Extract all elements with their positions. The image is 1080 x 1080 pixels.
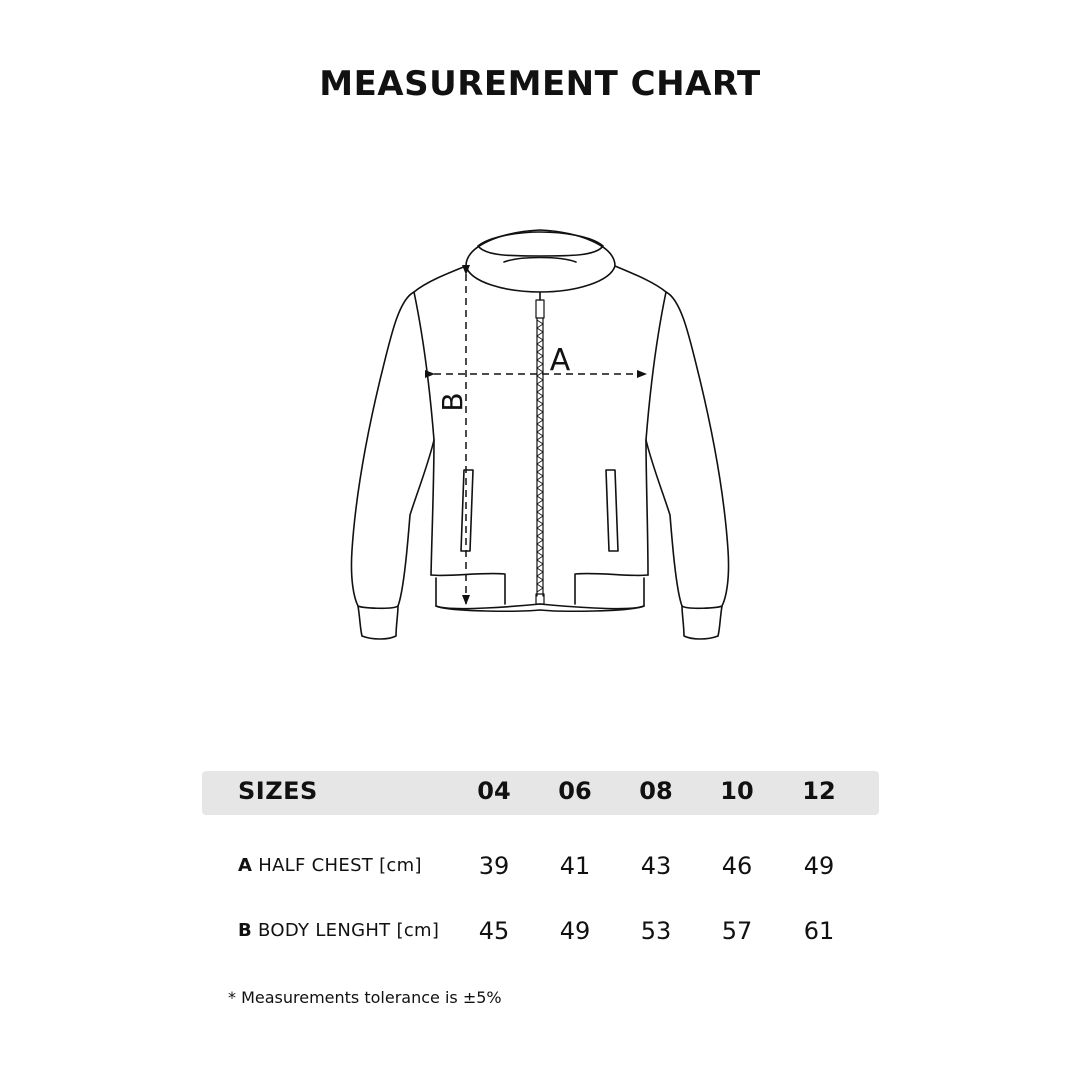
table-cell: 49 — [803, 852, 835, 880]
table-cell: 41 — [559, 852, 591, 880]
row-key-a: A — [238, 855, 253, 876]
label-b: B — [436, 392, 469, 412]
body-left-outline — [414, 266, 466, 575]
table-cell: 39 — [478, 852, 510, 880]
table-cell: 46 — [721, 852, 753, 880]
row-body-length-label — [238, 920, 439, 941]
size-12: 12 — [802, 777, 836, 805]
table-header — [202, 771, 879, 815]
page-title: MEASUREMENT CHART — [319, 64, 761, 104]
right-sleeve — [646, 292, 729, 608]
body-right-outline — [615, 266, 666, 575]
row-label-text: HALF CHEST [cm] — [258, 855, 422, 876]
right-pocket — [606, 470, 618, 551]
table-cell: 45 — [478, 917, 510, 945]
table-cell: 49 — [559, 917, 591, 945]
row-label-text: BODY LENGHT [cm] — [258, 920, 440, 941]
size-08: 08 — [639, 777, 673, 805]
label-a: A — [549, 343, 571, 378]
table-cell: 61 — [803, 917, 835, 945]
size-10: 10 — [720, 777, 754, 805]
zipper-pull — [536, 300, 544, 318]
table-cell: 43 — [640, 852, 672, 880]
table-cell: 53 — [640, 917, 672, 945]
row-key-b: B — [238, 920, 253, 941]
size-04: 04 — [477, 777, 511, 805]
table-cell: 57 — [721, 917, 753, 945]
row-half-chest-label — [238, 855, 422, 876]
tolerance-footnote: * Measurements tolerance is ±5% — [228, 988, 502, 1007]
size-06: 06 — [558, 777, 592, 805]
hood-inner — [478, 232, 603, 256]
sizes-header-label: SIZES — [238, 777, 318, 805]
left-pocket — [461, 470, 473, 551]
left-sleeve — [351, 292, 434, 608]
